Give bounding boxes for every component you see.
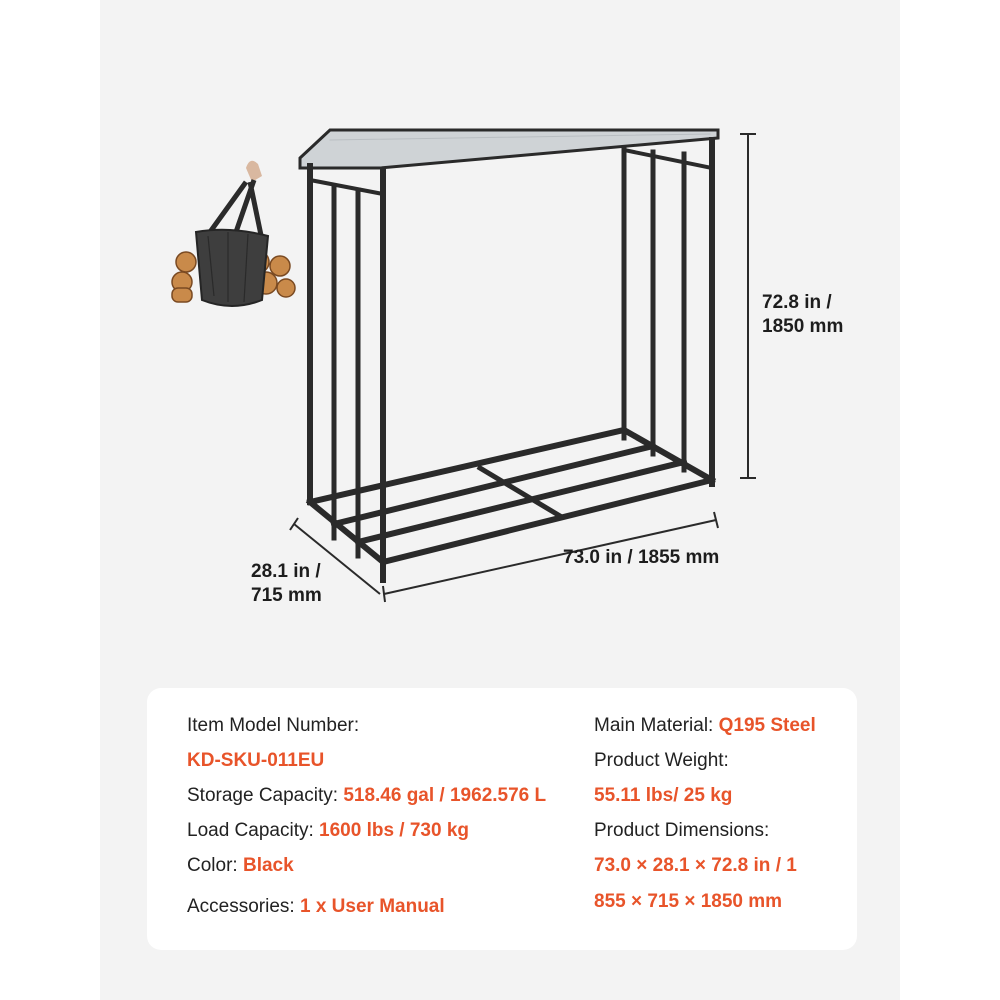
product-dimensions-value-2: 855 × 715 × 1850 mm — [594, 891, 783, 912]
log-carrier-bag-icon — [172, 161, 295, 306]
model-number-label: Item Model Number: — [187, 715, 360, 736]
product-weight-value: 55.11 lbs/ 25 kg — [594, 785, 733, 806]
depth-dimension-label: 28.1 in / 715 mm — [251, 561, 322, 606]
color-spec: Color: Black — [187, 855, 294, 876]
model-number-value: KD-SKU-011EU — [187, 750, 325, 771]
height-dimension-label: 72.8 in / 1850 mm — [762, 292, 844, 337]
width-dimension-label: 73.0 in / 1855 mm — [563, 547, 720, 568]
accessories-spec: Accessories: 1 x User Manual — [187, 896, 445, 917]
main-material: Main Material: Q195 Steel — [594, 715, 816, 736]
product-dimensions-label: Product Dimensions: — [594, 820, 770, 841]
storage-capacity: Storage Capacity: 518.46 gal / 1962.576 L — [187, 785, 547, 806]
specifications-card — [147, 688, 857, 950]
load-capacity: Load Capacity: 1600 lbs / 730 kg — [187, 820, 470, 841]
product-dimensions-value-1: 73.0 × 28.1 × 72.8 in / 1 — [594, 855, 797, 876]
product-weight-label: Product Weight: — [594, 750, 729, 771]
firewood-rack-product — [300, 130, 718, 580]
